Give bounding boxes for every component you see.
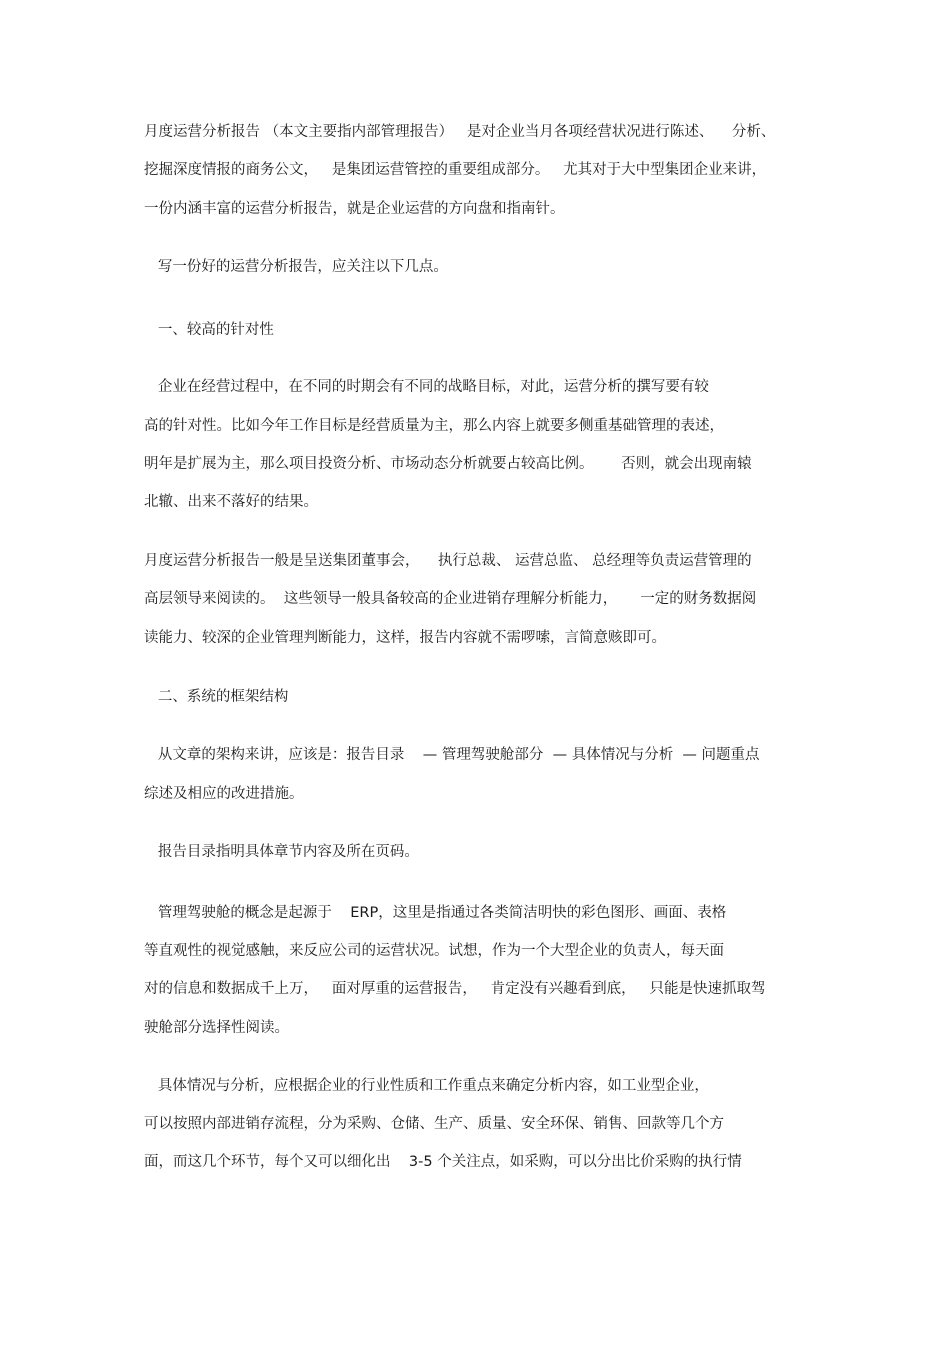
text-line: 管理驾驶舱的概念是起源于 ERP，这里是指通过各类简洁明快的彩色图形、画面、表格 xyxy=(144,905,727,921)
text-line: 二、系统的框架结构 xyxy=(144,689,289,705)
text-line: 企业在经营过程中，在不同的时期会有不同的战略目标，对此，运营分析的撰写要有较 xyxy=(144,379,709,395)
text-line: 月度运营分析报告 （本文主要指内部管理报告） 是对企业当月各项经营状况进行陈述、 分析、 xyxy=(144,124,776,140)
text-line: 从文章的架构来讲，应该是：报告目录 — 管理驾驶舱部分 — 具体情况与分析 — 问题重点 xyxy=(144,747,760,763)
text-line: 明年是扩展为主，那么项目投资分析、市场动态分析就要占较高比例。 否则，就会出现南辕 xyxy=(144,456,752,472)
text-line: 读能力、较深的企业管理判断能力，这样，报告内容就不需啰嗦，言简意赅即可。 xyxy=(144,630,666,646)
text-line: 月度运营分析报告一般是呈送集团董事会， 执行总裁、 运营总监、 总经理等负责运营管理的 xyxy=(144,553,752,569)
text-line: 可以按照内部进销存流程，分为采购、仓储、生产、质量、安全环保、销售、回款等几个方 xyxy=(144,1116,724,1132)
text-line: 北辙、出来不落好的结果。 xyxy=(144,494,318,510)
text-line: 具体情况与分析，应根据企业的行业性质和工作重点来确定分析内容，如工业型企业， xyxy=(144,1078,709,1094)
text-line: 写一份好的运营分析报告，应关注以下几点。 xyxy=(144,259,448,275)
text-line: 综述及相应的改进措施。 xyxy=(144,786,304,802)
text-line: 等直观性的视觉感触，来反应公司的运营状况。试想，作为一个大型企业的负责人，每天面 xyxy=(144,943,724,959)
text-line: 驶舱部分选择性阅读。 xyxy=(144,1020,289,1036)
text-line: 高层领导来阅读的。 这些领导一般具备较高的企业进销存理解分析能力， 一定的财务数据阅 xyxy=(144,591,757,607)
text-line: 报告目录指明具体章节内容及所在页码。 xyxy=(144,844,419,860)
text-line: 一份内涵丰富的运营分析报告，就是企业运营的方向盘和指南针。 xyxy=(144,201,565,217)
text-line: 面，而这几个环节，每个又可以细化出 3-5 个关注点，如采购，可以分出比价采购的执行情 xyxy=(144,1154,742,1170)
text-line: 挖掘深度情报的商务公文， 是集团运营管控的重要组成部分。 尤其对于大中型集团企业来讲， xyxy=(144,162,767,178)
text-line: 一、较高的针对性 xyxy=(144,322,274,338)
text-line: 对的信息和数据成千上万， 面对厚重的运营报告， 肯定没有兴趣看到底， 只能是快速抓取驾 xyxy=(144,981,766,997)
text-line: 高的针对性。比如今年工作目标是经营质量为主，那么内容上就要多侧重基础管理的表述， xyxy=(144,418,724,434)
